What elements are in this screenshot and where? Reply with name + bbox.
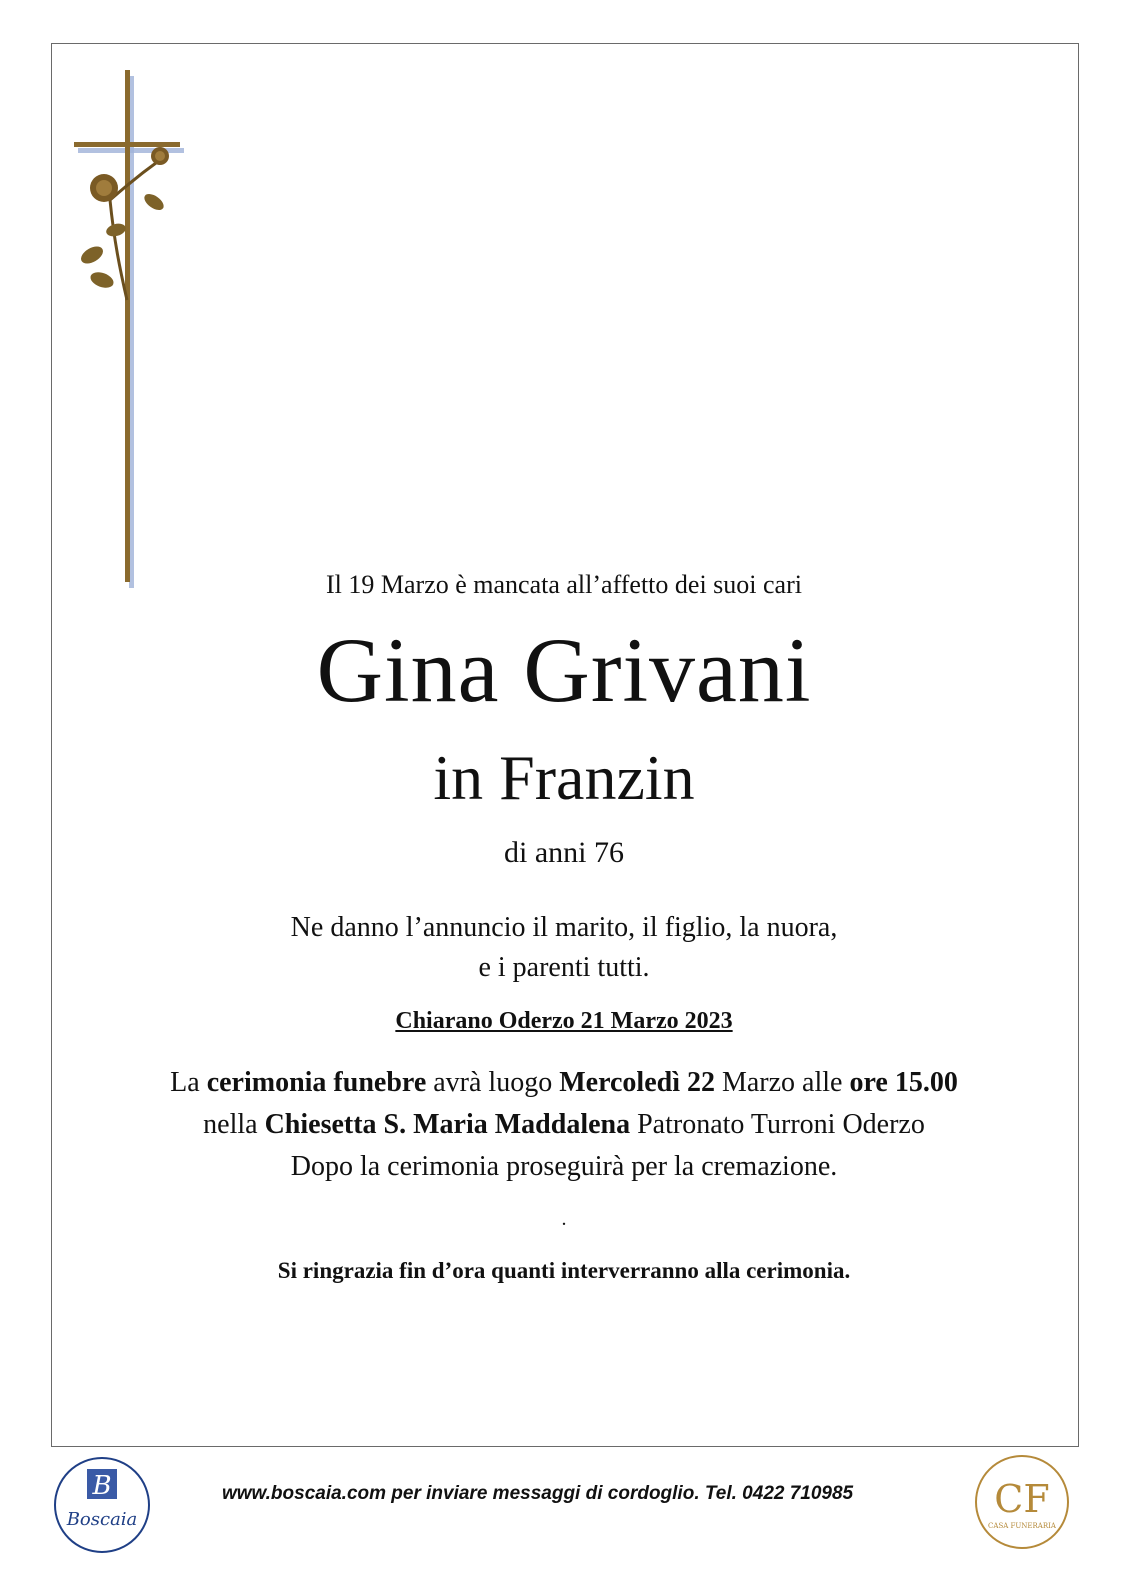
announce-line-1: Ne danno l’annuncio il marito, il figlio, la nuora, bbox=[290, 912, 838, 943]
age-text: di anni 76 bbox=[504, 836, 624, 869]
announce-line-2: e i parenti tutti. bbox=[478, 952, 650, 983]
ceremony-line-1: La cerimonia funebre avrà luogo Mercoledì 22 Marzo alle ore 15.00 bbox=[170, 1067, 958, 1098]
svg-text:Boscaia: Boscaia bbox=[66, 1509, 138, 1530]
svg-text:CASA FUNERARIA: CASA FUNERARIA bbox=[988, 1522, 1056, 1530]
footer-contact: www.boscaia.com per inviare messaggi di cordoglio. Tel. 0422 710985 bbox=[222, 1483, 854, 1504]
svg-text:CF: CF bbox=[994, 1477, 1050, 1521]
ceremony-line-3: Dopo la cerimonia proseguirà per la cremazione. bbox=[290, 1151, 838, 1182]
announcement bbox=[0, 908, 1128, 988]
casa-funeraria-logo bbox=[972, 1452, 1072, 1552]
ceremony-details bbox=[0, 1062, 1128, 1188]
thanks-text: Si ringrazia fin d’ora quanti interverranno alla cerimonia. bbox=[277, 1258, 851, 1283]
place-date: Chiarano Oderzo 21 Marzo 2023 bbox=[395, 1008, 733, 1034]
boscaia-logo bbox=[52, 1455, 152, 1555]
svg-text:B: B bbox=[92, 1471, 112, 1501]
deceased-name: Gina Grivani bbox=[316, 619, 812, 721]
cross-with-rose-icon bbox=[72, 70, 188, 600]
intro-text: Il 19 Marzo è mancata all’affetto dei suoi cari bbox=[326, 570, 802, 599]
married-name: in Franzin bbox=[433, 742, 695, 813]
ceremony-line-2: nella Chiesetta S. Maria Maddalena Patronato Turroni Oderzo bbox=[203, 1109, 925, 1140]
separator-dot: . bbox=[561, 1208, 567, 1230]
